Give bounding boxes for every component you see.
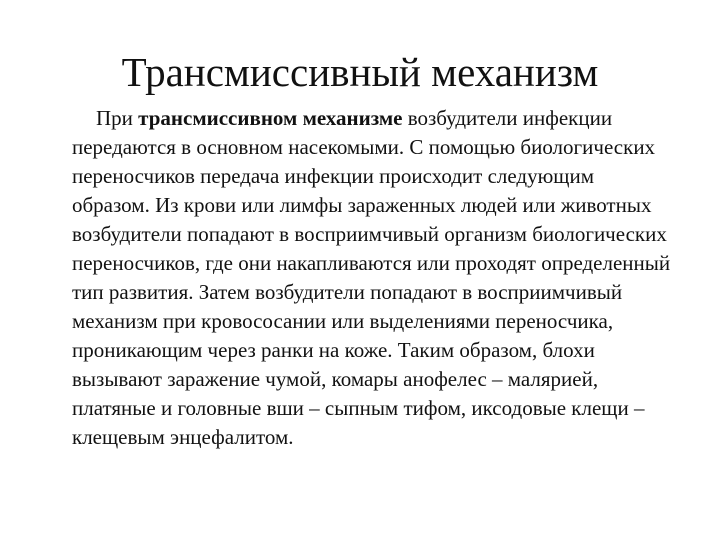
slide-title: Трансмиссивный механизм — [121, 49, 599, 95]
body-emphasis-text: трансмиссивном механизме — [138, 106, 403, 130]
body-lead-text: При — [96, 106, 139, 130]
body-main-text: возбудители инфекции передаются в основном насекомыми. С помощью биологических переносчиков передача инфекции происходит следующим образом. Из крови или лимфы зараженных людей или животных возбудители попадают в восприимчивый организм биологических переносчиков, где они накапливаются или проходят определенный тип развития. Затем возбудители попадают в восприимчивый механизм при кровососании или выделениями переносчика, проникающим через ранки на коже. Таким образом, блохи вызывают заражение чумой, комары анофелес – малярией, платяные и головные вши – сыпным тифом, иксодовые клещи – клещевым энцефалитом. — [72, 106, 671, 449]
slide-body-paragraph — [72, 104, 674, 452]
